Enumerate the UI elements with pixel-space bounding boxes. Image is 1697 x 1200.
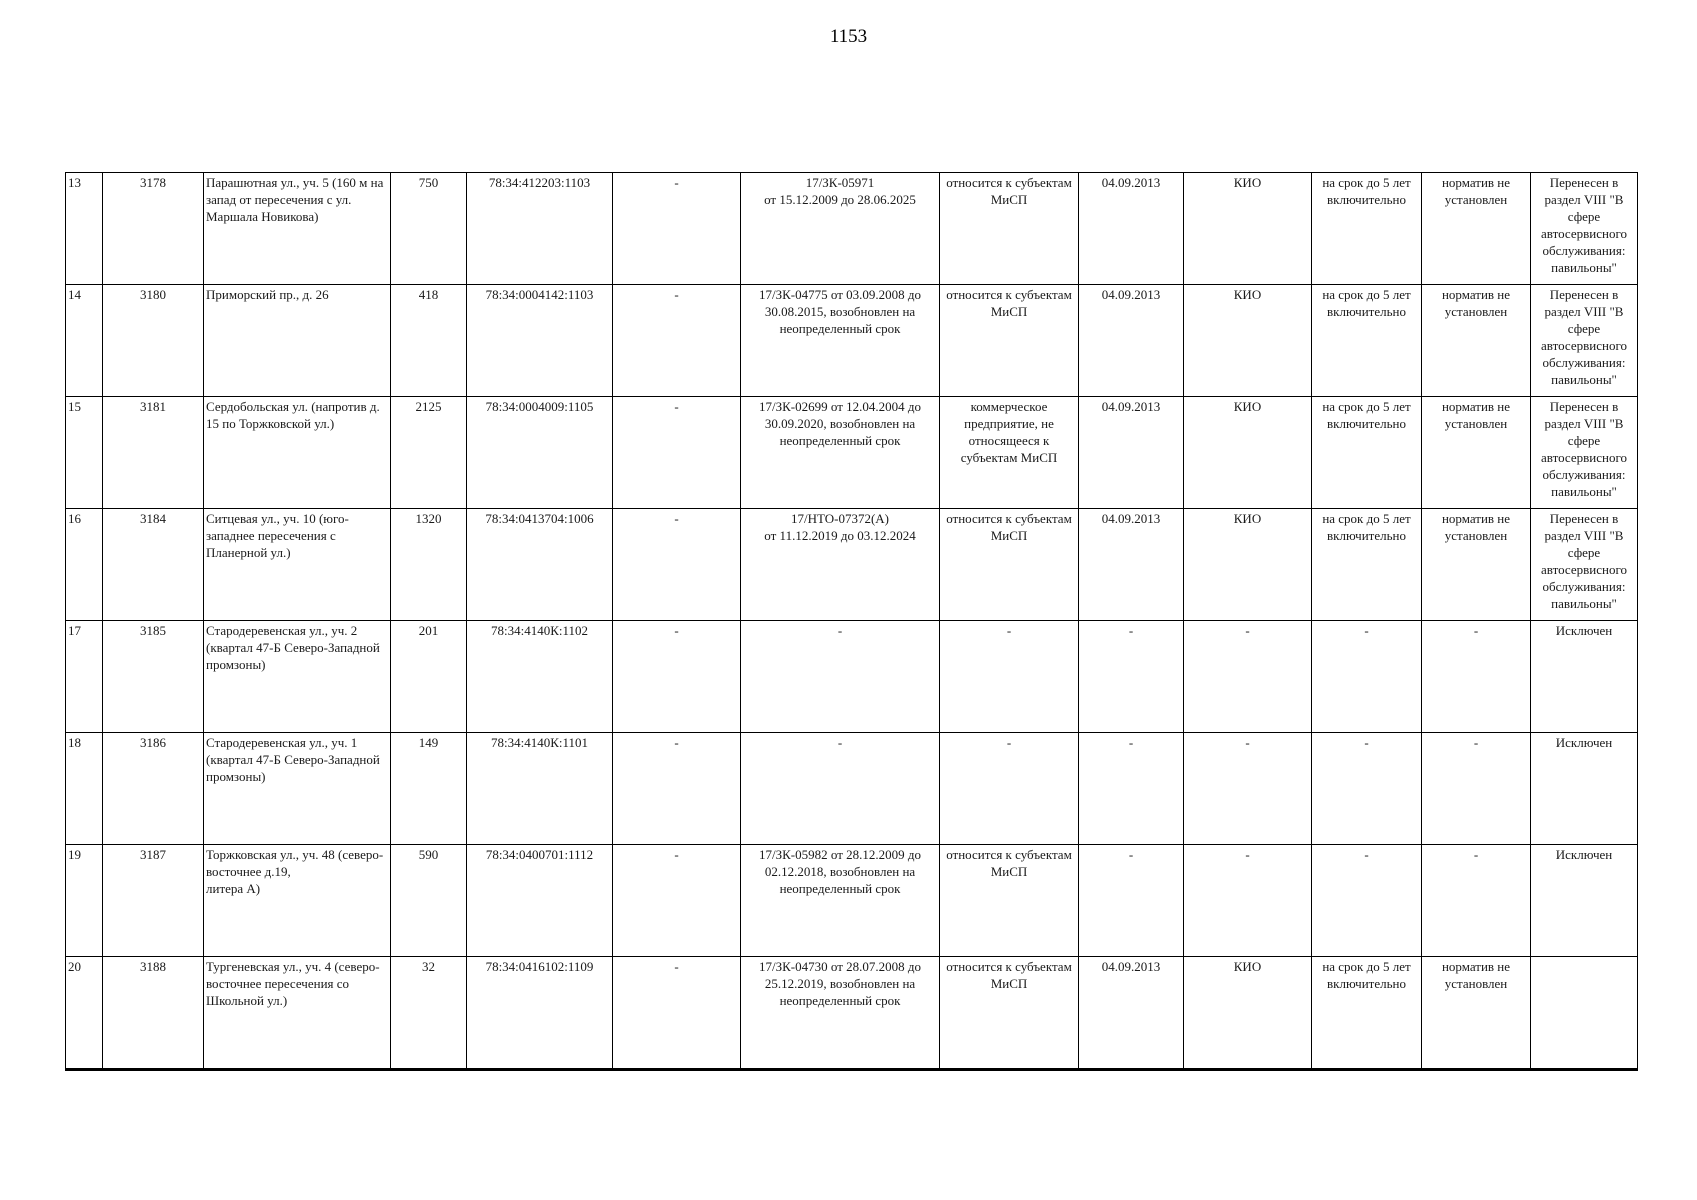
cell-area: 1320 [391,509,467,621]
page-number: 1153 [829,26,868,47]
cell-term: - [1312,733,1422,845]
cell-note: Исключен [1531,845,1638,957]
cell-cadastral-number: 78:34:0004142:1103 [467,285,613,397]
cell-note: Перенесен в раздел VIII "В сфере автосервисного обслуживания: павильоны" [1531,173,1638,285]
cell-note: Перенесен в раздел VIII "В сфере автосервисного обслуживания: павильоны" [1531,397,1638,509]
cell-empty-field: - [613,733,741,845]
cell-norm: норматив не установлен [1422,957,1531,1070]
cell-address: Тургеневская ул., уч. 4 (северо-восточнее пересечения со Школьной ул.) [204,957,391,1070]
cell-organization: КИО [1184,285,1312,397]
cell-contract: - [741,733,940,845]
cell-object-id: 3178 [103,173,204,285]
cell-norm: - [1422,621,1531,733]
registry-body [66,173,1638,1070]
cell-date: - [1079,621,1184,733]
cell-contract: 17/ЗК-02699 от 12.04.2004 до 30.09.2020, возобновлен на неопределенный срок [741,397,940,509]
cell-norm: норматив не установлен [1422,509,1531,621]
cell-address: Приморский пр., д. 26 [204,285,391,397]
cell-empty-field: - [613,509,741,621]
cell-address: Стародеревенская ул., уч. 2 (квартал 47-Б Северо-Западной промзоны) [204,621,391,733]
cell-area: 201 [391,621,467,733]
cell-area: 750 [391,173,467,285]
cell-norm: норматив не установлен [1422,397,1531,509]
cell-object-id: 3180 [103,285,204,397]
cell-empty-field: - [613,621,741,733]
cell-address: Сердобольская ул. (напротив д. 15 по Торжковской ул.) [204,397,391,509]
cell-contract: 17/НТО-07372(А) от 11.12.2019 до 03.12.2024 [741,509,940,621]
cell-empty-field: - [613,845,741,957]
cell-date: 04.09.2013 [1079,397,1184,509]
table-row [66,733,1638,845]
cell-date: 04.09.2013 [1079,957,1184,1070]
cell-cadastral-number: 78:34:4140К:1101 [467,733,613,845]
cell-date: - [1079,733,1184,845]
cell-organization: КИО [1184,509,1312,621]
cell-address: Торжковская ул., уч. 48 (северо-восточнее д.19, литера А) [204,845,391,957]
cell-organization: - [1184,733,1312,845]
cell-norm: - [1422,845,1531,957]
cell-organization: КИО [1184,957,1312,1070]
cell-term: на срок до 5 лет включительно [1312,957,1422,1070]
table-row [66,621,1638,733]
cell-area: 590 [391,845,467,957]
cell-address: Ситцевая ул., уч. 10 (юго-западнее пересечения с Планерной ул.) [204,509,391,621]
cell-norm: норматив не установлен [1422,173,1531,285]
cell-row-number: 19 [66,845,103,957]
cell-object-id: 3184 [103,509,204,621]
cell-cadastral-number: 78:34:0400701:1112 [467,845,613,957]
cell-area: 2125 [391,397,467,509]
cell-date: 04.09.2013 [1079,509,1184,621]
cell-empty-field: - [613,397,741,509]
cell-empty-field: - [613,285,741,397]
cell-empty-field: - [613,957,741,1070]
cell-address: Парашютная ул., уч. 5 (160 м на запад от пересечения с ул. Маршала Новикова) [204,173,391,285]
cell-row-number: 16 [66,509,103,621]
cell-subject-category: относится к субъектам МиСП [940,957,1079,1070]
cell-row-number: 14 [66,285,103,397]
cell-row-number: 20 [66,957,103,1070]
cell-norm: - [1422,733,1531,845]
cell-organization: - [1184,621,1312,733]
cell-term: - [1312,845,1422,957]
cell-row-number: 17 [66,621,103,733]
cell-subject-category: - [940,621,1079,733]
cell-date: 04.09.2013 [1079,285,1184,397]
table-row [66,509,1638,621]
cell-subject-category: относится к субъектам МиСП [940,509,1079,621]
cell-object-id: 3181 [103,397,204,509]
cell-subject-category: - [940,733,1079,845]
cell-contract: 17/ЗК-04775 от 03.09.2008 до 30.08.2015, возобновлен на неопределенный срок [741,285,940,397]
cell-note: Исключен [1531,733,1638,845]
cell-row-number: 13 [66,173,103,285]
table-row [66,397,1638,509]
cell-object-id: 3187 [103,845,204,957]
cell-norm: норматив не установлен [1422,285,1531,397]
cell-date: 04.09.2013 [1079,173,1184,285]
cell-object-id: 3185 [103,621,204,733]
cell-note: Перенесен в раздел VIII "В сфере автосервисного обслуживания: павильоны" [1531,509,1638,621]
cell-term: на срок до 5 лет включительно [1312,509,1422,621]
cell-subject-category: относится к субъектам МиСП [940,173,1079,285]
cell-subject-category: относится к субъектам МиСП [940,285,1079,397]
table-row [66,285,1638,397]
cell-note [1531,957,1638,1070]
cell-address: Стародеревенская ул., уч. 1 (квартал 47-Б Северо-Западной промзоны) [204,733,391,845]
cell-term: - [1312,621,1422,733]
cell-term: на срок до 5 лет включительно [1312,285,1422,397]
cell-cadastral-number: 78:34:412203:1103 [467,173,613,285]
cell-organization: КИО [1184,397,1312,509]
cell-area: 32 [391,957,467,1070]
cell-contract: 17/ЗК-05971 от 15.12.2009 до 28.06.2025 [741,173,940,285]
cell-term: на срок до 5 лет включительно [1312,173,1422,285]
cell-term: на срок до 5 лет включительно [1312,397,1422,509]
cell-row-number: 18 [66,733,103,845]
cell-organization: - [1184,845,1312,957]
cell-note: Перенесен в раздел VIII "В сфере автосервисного обслуживания: павильоны" [1531,285,1638,397]
cell-subject-category: коммерческое предприятие, не относящееся к субъектам МиСП [940,397,1079,509]
cell-empty-field: - [613,173,741,285]
cell-cadastral-number: 78:34:4140К:1102 [467,621,613,733]
cell-contract: 17/ЗК-04730 от 28.07.2008 до 25.12.2019, возобновлен на неопределенный срок [741,957,940,1070]
cell-contract: - [741,621,940,733]
cell-note: Исключен [1531,621,1638,733]
table-row [66,173,1638,285]
cell-cadastral-number: 78:34:0413704:1006 [467,509,613,621]
cell-row-number: 15 [66,397,103,509]
cell-cadastral-number: 78:34:0004009:1105 [467,397,613,509]
table-row [66,845,1638,957]
cell-cadastral-number: 78:34:0416102:1109 [467,957,613,1070]
cell-organization: КИО [1184,173,1312,285]
cell-object-id: 3188 [103,957,204,1070]
cell-object-id: 3186 [103,733,204,845]
cell-area: 149 [391,733,467,845]
cell-date: - [1079,845,1184,957]
cell-area: 418 [391,285,467,397]
table-row [66,957,1638,1070]
cell-subject-category: относится к субъектам МиСП [940,845,1079,957]
cell-contract: 17/ЗК-05982 от 28.12.2009 до 02.12.2018, возобновлен на неопределенный срок [741,845,940,957]
registry-table [65,172,1638,1071]
